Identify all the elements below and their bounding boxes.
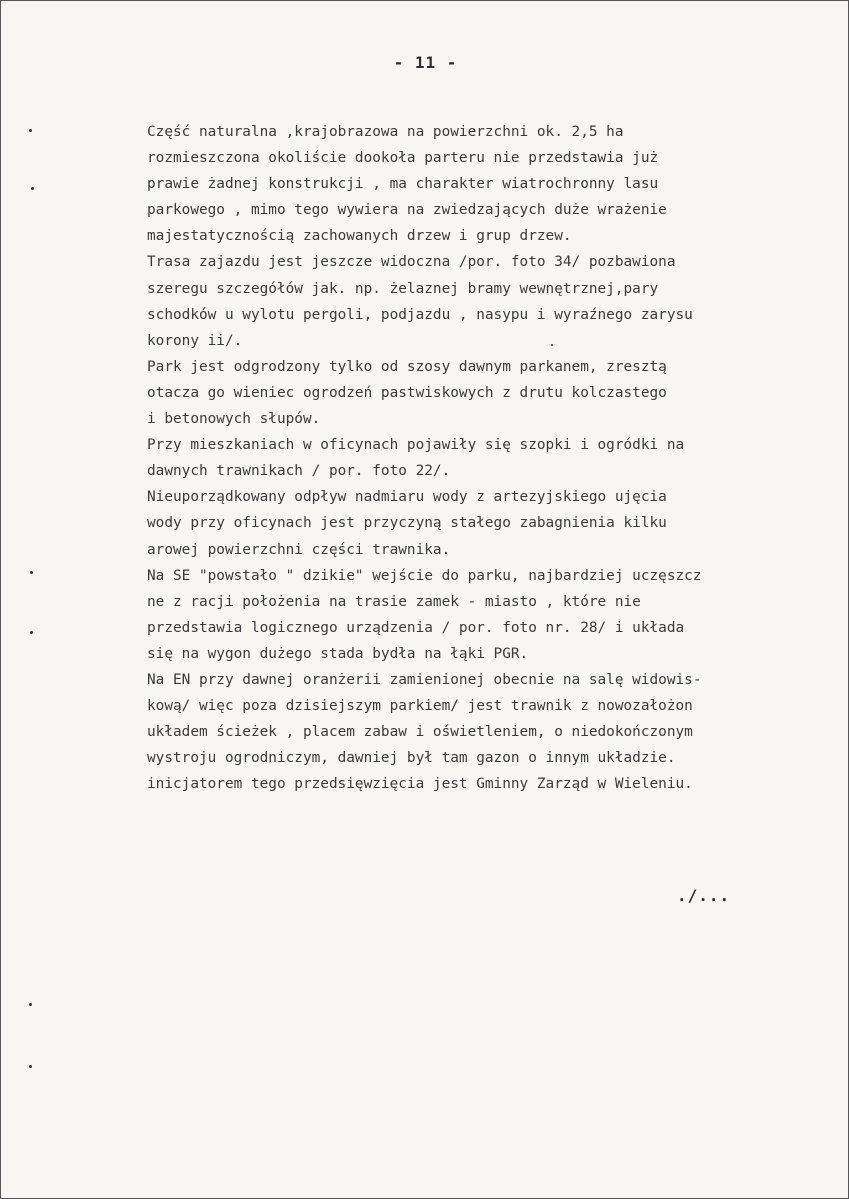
text-line: przedstawia logicznego urządzenia / por. foto nr. 28/ i układa xyxy=(147,619,685,636)
text-line: inicjatorem tego przedsięwzięcia jest Gminny Zarząd w Wieleniu. xyxy=(147,776,693,793)
text-line: i betonowych słupów. xyxy=(147,411,321,428)
margin-dot xyxy=(29,129,32,132)
text-line: rozmieszczona okoliście dookoła parteru nie przedstawia już xyxy=(147,150,659,167)
text-line: dawnych trawnikach / por. foto 22/. xyxy=(147,463,451,480)
margin-dot xyxy=(30,631,33,634)
margin-dot xyxy=(29,1003,32,1006)
text-line: Trasa zajazdu jest jeszcze widoczna /por. foto 34/ pozbawiona xyxy=(147,254,676,271)
text-line: ne z racji położenia na trasie zamek - miasto , które nie xyxy=(147,593,641,610)
margin-dot xyxy=(30,571,33,574)
text-line: układem ścieżek , placem zabaw i oświetleniem, o niedokończonym xyxy=(147,724,693,741)
text-line: kową/ więc poza dzisiejszym parkiem/ jest trawnik z nowozałożon xyxy=(147,698,693,715)
page-number: - 11 - xyxy=(393,53,458,72)
text-line: parkowego , mimo tego wywiera na zwiedzających duże wrażenie xyxy=(147,202,667,219)
text-line: otacza go wieniec ogrodzeń pastwiskowych z drutu kolczastego xyxy=(147,384,667,401)
text-line: Na EN przy dawnej oranżerii zamienionej obecnie na salę widowis- xyxy=(147,671,702,688)
text-line: prawie żadnej konstrukcji , ma charakter wiatrochronny lasu xyxy=(147,176,659,193)
text-line: wystroju ogrodniczym, dawniej był tam gazon o innym układzie. xyxy=(147,750,676,767)
text-line: Część naturalna ,krajobrazowa na powierzchni ok. 2,5 ha xyxy=(147,124,624,140)
text-line: Na SE "powstało " dzikie" wejście do parku, najbardziej uczęszcz xyxy=(147,567,702,584)
text-line: Przy mieszkaniach w oficynach pojawiły się szopki i ogródki na xyxy=(147,437,685,454)
speck xyxy=(551,344,553,346)
text-line: wody przy oficynach jest przyczyną stałego zabagnienia kilku xyxy=(147,515,667,532)
continuation-mark: ./... xyxy=(677,886,731,905)
text-line: korony ii/. xyxy=(147,332,243,349)
text-line: się na wygon dużego stada bydła na łąki PGR. xyxy=(147,645,529,662)
margin-dot xyxy=(29,1065,32,1068)
body-text xyxy=(147,119,827,797)
margin-dot xyxy=(31,187,34,190)
text-line: Park jest odgrodzony tylko od szosy dawnym parkanem, zresztą xyxy=(147,358,667,375)
text-line: majestatycznością zachowanych drzew i grup drzew. xyxy=(147,228,572,245)
text-line: schodków u wylotu pergoli, podjazdu , nasypu i wyraźnego zarysu xyxy=(147,306,693,323)
text-line: arowej powierzchni części trawnika. xyxy=(147,541,451,558)
text-line: Nieuporządkowany odpływ nadmiaru wody z artezyjskiego ujęcia xyxy=(147,489,667,506)
text-line: szeregu szczegółów jak. np. żelaznej bramy wewnętrznej,pary xyxy=(147,280,659,297)
